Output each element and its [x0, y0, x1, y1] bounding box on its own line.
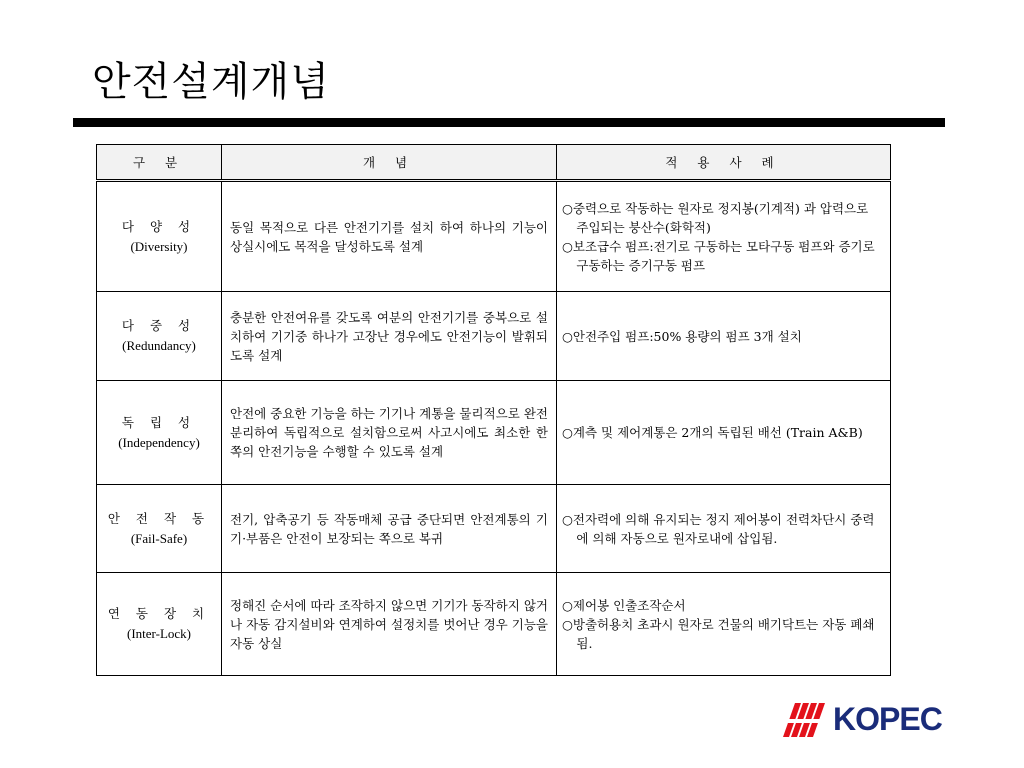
- title-divider: [73, 118, 945, 127]
- logo-mark-stripes: [783, 703, 825, 737]
- concept-cell: 충분한 안전여유를 갖도록 여분의 안전기기를 중복으로 설치하여 기기중 하나가 고장난 경우에도 안전기능이 발휘되도록 설계: [222, 292, 557, 381]
- concept-cell: 전기, 압축공기 등 작동매체 공급 중단되면 안전계통의 기기·부품은 안전이 보장되는 쪽으로 복귀: [222, 485, 557, 573]
- page-title: 안전설계개념: [92, 59, 330, 105]
- category-english: (Diversity): [130, 238, 188, 254]
- concept-cell: 동일 목적으로 다른 안전기기를 설치 하여 하나의 기능이 상실시에도 목적을 달성하도록 설계: [222, 181, 557, 292]
- category-english: (Inter-Lock): [127, 626, 191, 641]
- concept-cell: 안전에 중요한 기능을 하는 기기나 계통을 물리적으로 완전분리하여 독립적으로 설치함으로써 사고시에도 최소한 한쪽의 안전기능을 수행할 수 있도록 설계: [222, 381, 557, 485]
- header-examples: 적 용 사 례: [557, 145, 891, 181]
- example-cell: [557, 485, 891, 573]
- category-cell: [97, 573, 222, 676]
- category-korean: 연 동 장 치: [107, 606, 211, 621]
- table-row: [97, 181, 891, 292]
- example-item: ○계측 및 제어계통은 2개의 독립된 배선 (Train A&B): [562, 425, 863, 440]
- kopec-logo: [781, 697, 951, 743]
- example-item: ○방출허용치 초과시 원자로 건물의 배기닥트는 자동 폐쇄됨.: [562, 616, 875, 651]
- category-english: (Fail-Safe): [130, 530, 188, 546]
- category-english: (Independency): [118, 434, 200, 450]
- category-cell: [97, 485, 222, 573]
- table-row: [97, 292, 891, 381]
- example-item: ○전자력에 의해 유지되는 정지 제어봉이 전력차단시 중력에 의해 자동으로 원자로내에 삽입됨.: [562, 511, 875, 546]
- kopec-mark-icon: [781, 697, 827, 743]
- table-row: [97, 573, 891, 676]
- category-korean: 다 중 성: [121, 318, 197, 333]
- header-concept: 개 념: [222, 145, 557, 181]
- category-korean: 안 전 작 동: [107, 510, 211, 526]
- table-row: [97, 485, 891, 573]
- category-english: (Redundancy): [122, 338, 196, 353]
- example-cell: [557, 181, 891, 292]
- logo-wordmark: KOPEC: [833, 701, 942, 737]
- safety-design-table: [96, 144, 891, 676]
- example-cell: [557, 292, 891, 381]
- concept-cell: 정해진 순서에 따라 조작하지 않으면 기기가 동작하지 않거나 자동 감지설비와 연계하여 설정치를 벗어난 경우 기능을 자동 상실: [222, 573, 557, 676]
- table-row: [97, 381, 891, 485]
- example-item: ○제어봉 인출조작순서: [562, 597, 686, 613]
- example-item: ○안전주입 펌프:50% 용량의 펌프 3개 설치: [562, 328, 802, 344]
- category-korean: 다 양 성: [121, 218, 197, 234]
- header-category: 구 분: [97, 145, 222, 181]
- example-cell: [557, 573, 891, 676]
- example-item: ○중력으로 작동하는 원자로 정지봉(기계적) 과 압력으로 주입되는 붕산수(화학적): [562, 200, 869, 235]
- category-cell: [97, 292, 222, 381]
- example-item: ○보조급수 펌프:전기로 구동하는 모타구동 펌프와 증기로 구동하는 증기구동 펌프: [562, 238, 875, 273]
- category-cell: [97, 181, 222, 292]
- table-header-row: [97, 145, 891, 181]
- example-cell: [557, 381, 891, 485]
- category-korean: 독 립 성: [121, 414, 197, 430]
- category-cell: [97, 381, 222, 485]
